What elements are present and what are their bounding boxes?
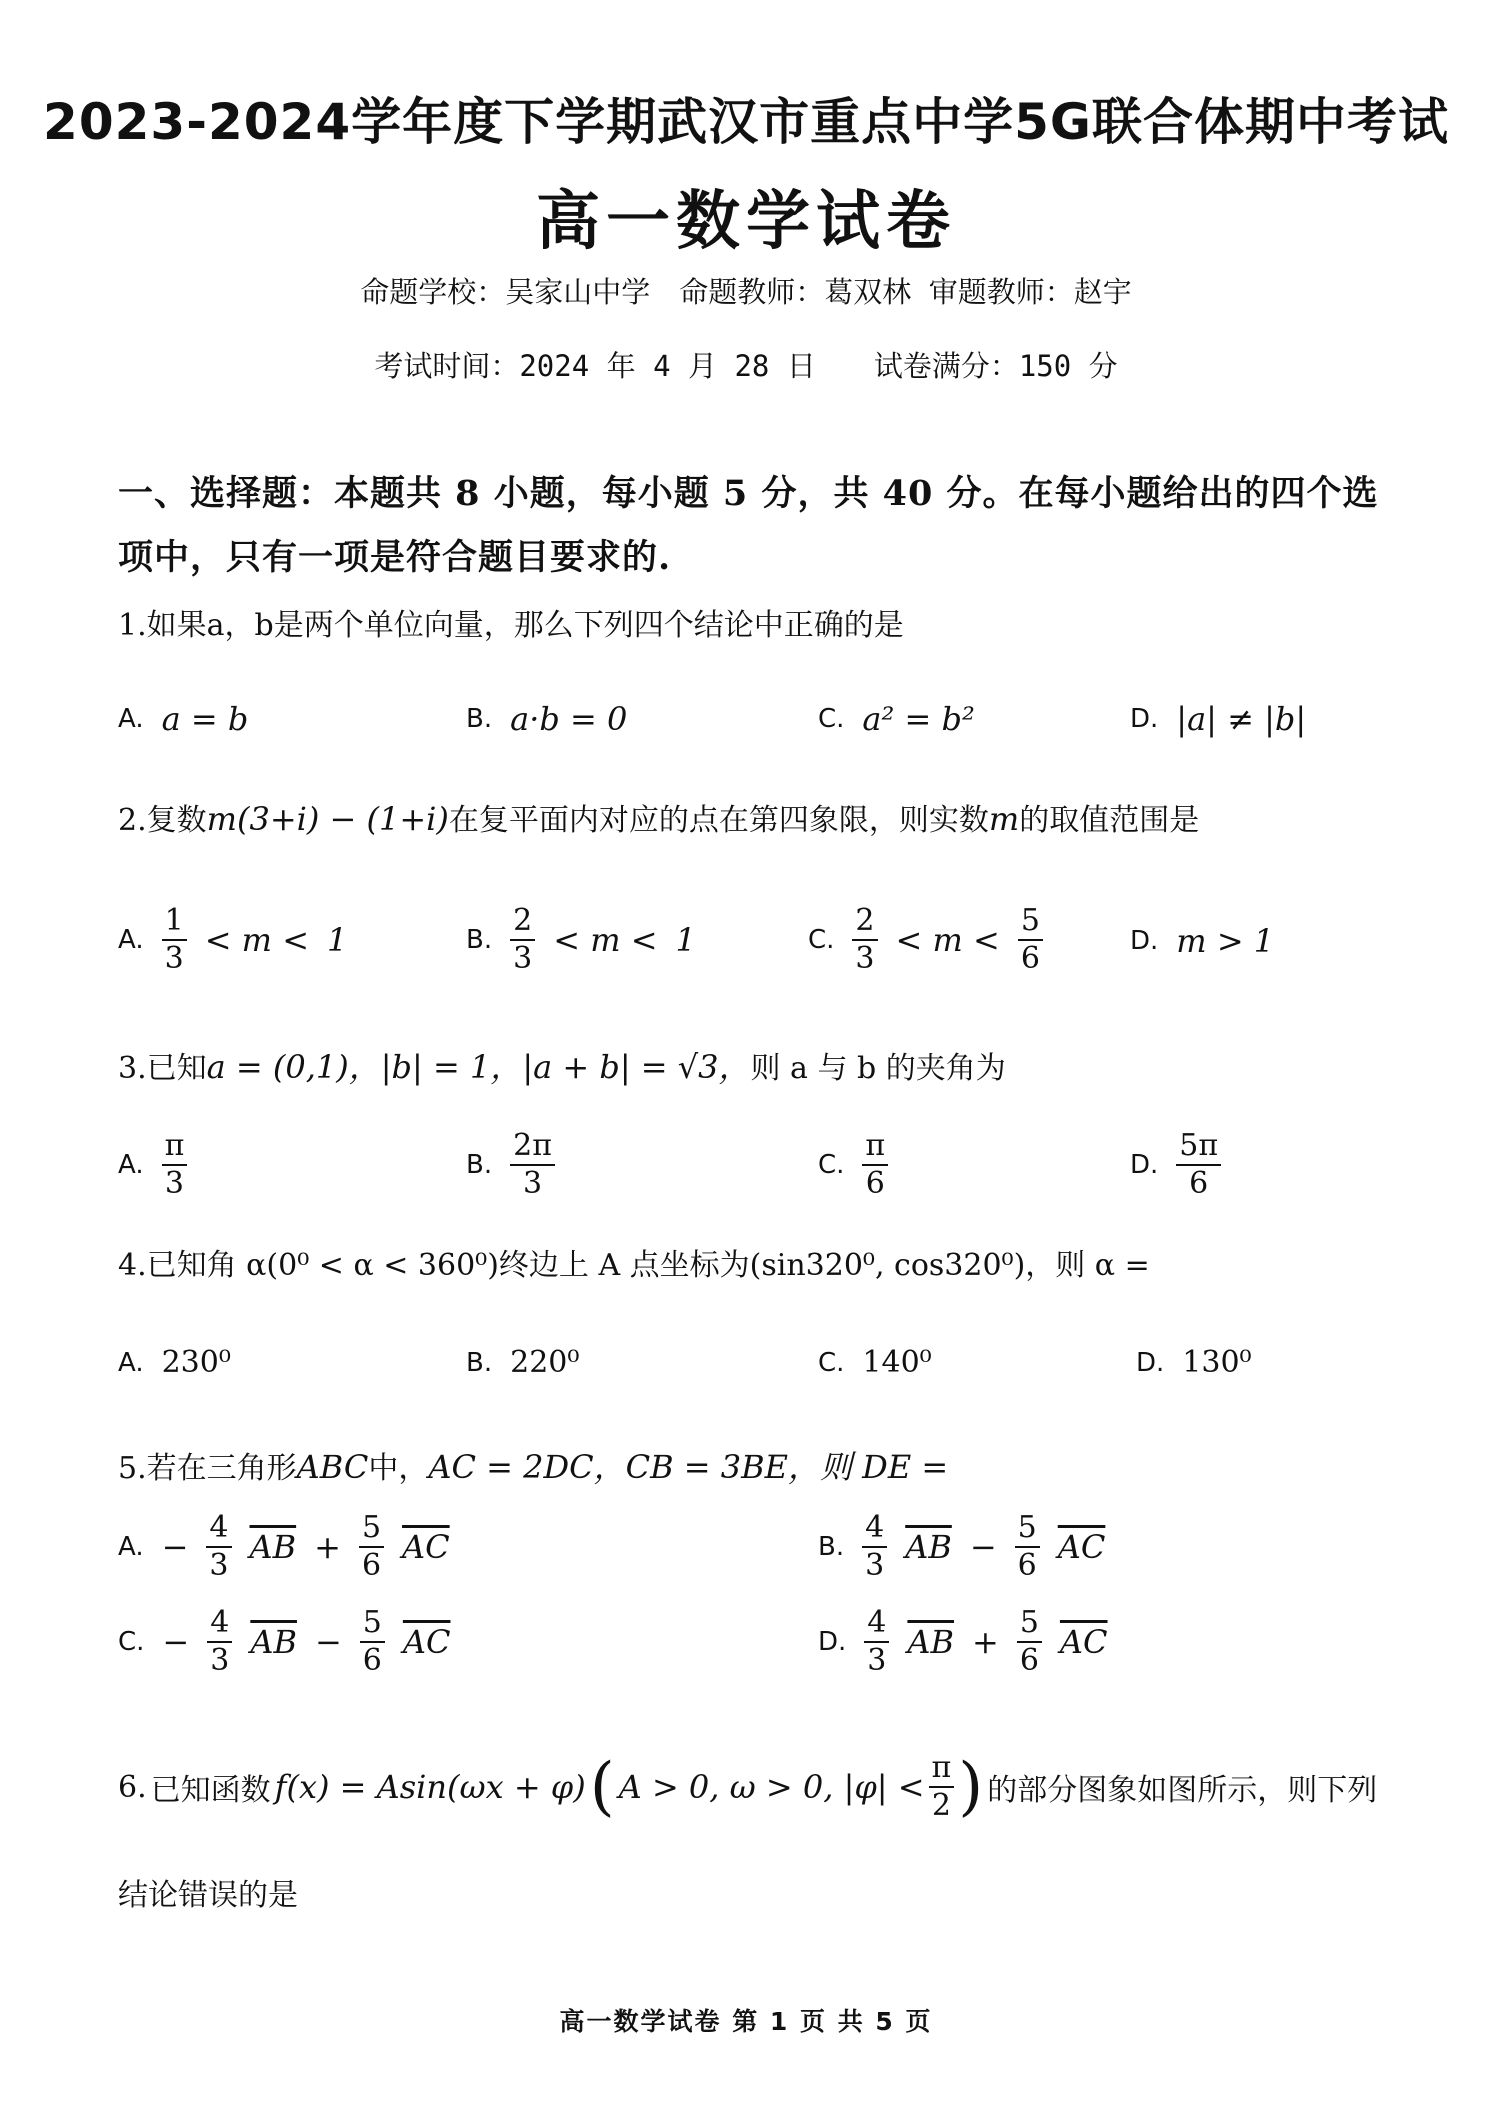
question-6-stem-line2: 结论错误的是 — [118, 1878, 298, 1913]
fraction: $\frac{4}{3}$ — [206, 1510, 231, 1584]
question-math: AC = 2DC， — [428, 1448, 626, 1486]
question-1-option-d[interactable] — [1130, 700, 1306, 738]
vector: $\overline{AB}$ — [905, 1528, 952, 1566]
question-number: 4. — [118, 1248, 147, 1283]
vector: $\overline{AC}$ — [1059, 1623, 1108, 1661]
option-label: B. — [818, 1532, 845, 1562]
fraction: $\frac{4}{3}$ — [207, 1605, 232, 1679]
paren-left: ( — [589, 1750, 615, 1824]
question-3-option-b[interactable] — [466, 1128, 555, 1202]
option-label: D. — [1136, 1347, 1165, 1378]
question-2-option-c[interactable] — [808, 903, 1043, 977]
question-5-option-b[interactable] — [818, 1510, 1105, 1584]
sign: + — [972, 1623, 999, 1661]
question-math: CB = 3BE， — [625, 1448, 820, 1486]
question-4-option-a[interactable] — [118, 1345, 231, 1380]
sign: − — [314, 1623, 342, 1661]
vector: $\overline{AB}$ — [907, 1623, 955, 1661]
sign: − — [969, 1528, 997, 1566]
option-text: m > 1 — [1176, 922, 1275, 960]
question-text: 中， — [368, 1451, 429, 1486]
fraction: $\frac{2}{3}$ — [510, 903, 535, 977]
option-label: D. — [1130, 926, 1159, 956]
question-1-option-a[interactable] — [118, 700, 248, 738]
sign: − — [162, 1623, 190, 1661]
question-var: m — [988, 800, 1020, 838]
fraction: $\frac{5}{6}$ — [1015, 1510, 1040, 1584]
fraction: $\frac{\pi}{2}$ — [929, 1750, 955, 1824]
question-math: 则 DE = — [820, 1448, 949, 1486]
option-label: C. — [818, 704, 845, 734]
question-text: 的取值范围是 — [1019, 803, 1200, 838]
sign: − — [161, 1528, 189, 1566]
fraction: $\frac{5}{6}$ — [359, 1510, 384, 1584]
question-math: a = (0,1)， — [206, 1048, 381, 1086]
option-text: |a| ≠ |b| — [1176, 700, 1307, 738]
question-text: 若在三角形 — [146, 1451, 297, 1486]
option-label: A. — [118, 925, 144, 955]
question-number: 3. — [118, 1051, 147, 1086]
question-3-option-c[interactable] — [818, 1128, 888, 1202]
option-label: A. — [118, 704, 144, 734]
authors-line: 命题学校：吴家山中学 命题教师：葛双林 审题教师：赵宇 — [360, 275, 1132, 309]
question-text: 如果a，b是两个单位向量，那么下列四个结论中正确的是 — [146, 608, 904, 643]
option-text: 130⁰ — [1182, 1345, 1252, 1380]
option-text: a² = b² — [862, 700, 975, 738]
question-number: 5. — [118, 1451, 147, 1486]
option-label: B. — [466, 1150, 493, 1180]
question-math: m(3+i) − (1+i) — [206, 800, 449, 838]
bound: 1 — [327, 921, 348, 959]
fraction: $\frac{5}{6}$ — [1017, 1605, 1042, 1679]
subject-title: 高一数学试卷 — [536, 185, 956, 259]
sign: + — [314, 1528, 341, 1566]
question-text: 则 a 与 b 的夹角为 — [750, 1051, 1006, 1086]
fraction: $\frac{1}{3}$ — [162, 903, 187, 977]
question-math: f(x) = Asin(ωx + φ) — [274, 1768, 586, 1806]
question-5-stem — [118, 1442, 948, 1488]
question-2-stem — [118, 795, 1199, 839]
option-label: D. — [1130, 704, 1159, 734]
question-4-stem — [118, 1240, 1150, 1284]
question-2-option-b[interactable] — [466, 903, 696, 977]
question-condition: A > 0, ω > 0, |φ| < — [618, 1768, 925, 1806]
inequality: < m < — [895, 921, 1000, 959]
bound: 1 — [675, 921, 696, 959]
fraction: $\frac{\pi}{3}$ — [162, 1128, 188, 1202]
exam-title: 2023-2024学年度下学期武汉市重点中学5G联合体期中考试 — [43, 93, 1449, 151]
vector: $\overline{AB}$ — [249, 1528, 297, 1566]
option-text: 230⁰ — [161, 1345, 231, 1380]
vector: $\overline{AC}$ — [1057, 1528, 1106, 1566]
fraction: $\frac{2\pi}{3}$ — [510, 1128, 555, 1202]
question-3-stem — [118, 1042, 1006, 1088]
vector: $\overline{AC}$ — [402, 1623, 451, 1661]
question-math: |a + b| = √3， — [522, 1048, 751, 1086]
question-3-option-d[interactable] — [1130, 1128, 1221, 1202]
question-2-option-a[interactable] — [118, 903, 347, 977]
option-label: C. — [118, 1627, 145, 1657]
question-2-option-d[interactable] — [1130, 922, 1274, 960]
fraction: $\frac{4}{3}$ — [862, 1510, 887, 1584]
option-label: A. — [118, 1532, 144, 1562]
option-label: C. — [818, 1150, 845, 1180]
option-label: C. — [818, 1347, 845, 1378]
question-number: 1. — [118, 608, 147, 643]
option-text: 140⁰ — [862, 1345, 932, 1380]
vector: $\overline{AC}$ — [402, 1528, 450, 1566]
option-label: B. — [466, 1347, 493, 1378]
fraction: $\frac{5}{6}$ — [1018, 903, 1043, 977]
fraction: $\frac{5}{6}$ — [360, 1605, 385, 1679]
option-label: D. — [1130, 1150, 1159, 1180]
section-heading: 一、选择题：本题共 8 小题，每小题 5 分，共 40 分。在每小题给出的四个选项中，只有一项是符合题目要求的. — [118, 473, 1379, 578]
question-number: 2. — [118, 803, 147, 838]
question-text: 的部分图象如图所示，则下列 — [987, 1773, 1378, 1808]
question-4-option-b[interactable] — [466, 1345, 579, 1380]
question-4-option-c[interactable] — [818, 1345, 932, 1380]
question-5-option-d[interactable] — [818, 1605, 1108, 1679]
question-number: 6. — [118, 1769, 147, 1805]
question-text: 复数 — [146, 803, 207, 838]
question-1-option-c[interactable] — [818, 700, 975, 738]
question-text: 已知角 α(0⁰ < α < 360⁰)终边上 A 点坐标为(sin320⁰, cos320⁰)，则 α = — [146, 1248, 1150, 1283]
question-1-stem — [118, 600, 904, 644]
paren-right: ) — [958, 1750, 984, 1824]
option-label: A. — [118, 1347, 144, 1378]
question-text: 已知函数 — [150, 1773, 271, 1808]
option-label: D. — [818, 1627, 847, 1657]
fraction: $\frac{4}{3}$ — [864, 1605, 889, 1679]
question-1-option-b[interactable] — [466, 700, 627, 738]
fraction: $\frac{2}{3}$ — [852, 903, 877, 977]
inequality: < m < — [553, 921, 658, 959]
option-text: a = b — [161, 700, 249, 738]
option-text: 220⁰ — [510, 1345, 580, 1380]
fraction: $\frac{5\pi}{6}$ — [1176, 1128, 1221, 1202]
question-5-option-c[interactable] — [118, 1605, 450, 1679]
question-4-option-d[interactable] — [1136, 1345, 1252, 1380]
option-label: A. — [118, 1150, 144, 1180]
exam-info-line: 考试时间：2024 年 4 月 28 日 试卷满分：150 分 — [374, 349, 1118, 383]
question-text: 已知 — [146, 1051, 207, 1086]
option-label: B. — [466, 704, 493, 734]
question-5-option-a[interactable] — [118, 1510, 450, 1584]
option-label: B. — [466, 925, 493, 955]
question-3-option-a[interactable] — [118, 1128, 187, 1202]
option-text: a·b = 0 — [510, 700, 628, 738]
option-label: C. — [808, 925, 835, 955]
question-6-stem — [118, 1750, 1377, 1824]
inequality: < m < — [204, 921, 309, 959]
fraction: $\frac{\pi}{6}$ — [862, 1128, 888, 1202]
question-math: ABC — [296, 1448, 369, 1486]
question-text: 在复平面内对应的点在第四象限，则实数 — [448, 803, 989, 838]
question-math: |b| = 1， — [380, 1048, 523, 1086]
vector: $\overline{AB}$ — [250, 1623, 297, 1661]
page-footer: 高一数学试卷 第 1 页 共 5 页 — [559, 2007, 933, 2036]
